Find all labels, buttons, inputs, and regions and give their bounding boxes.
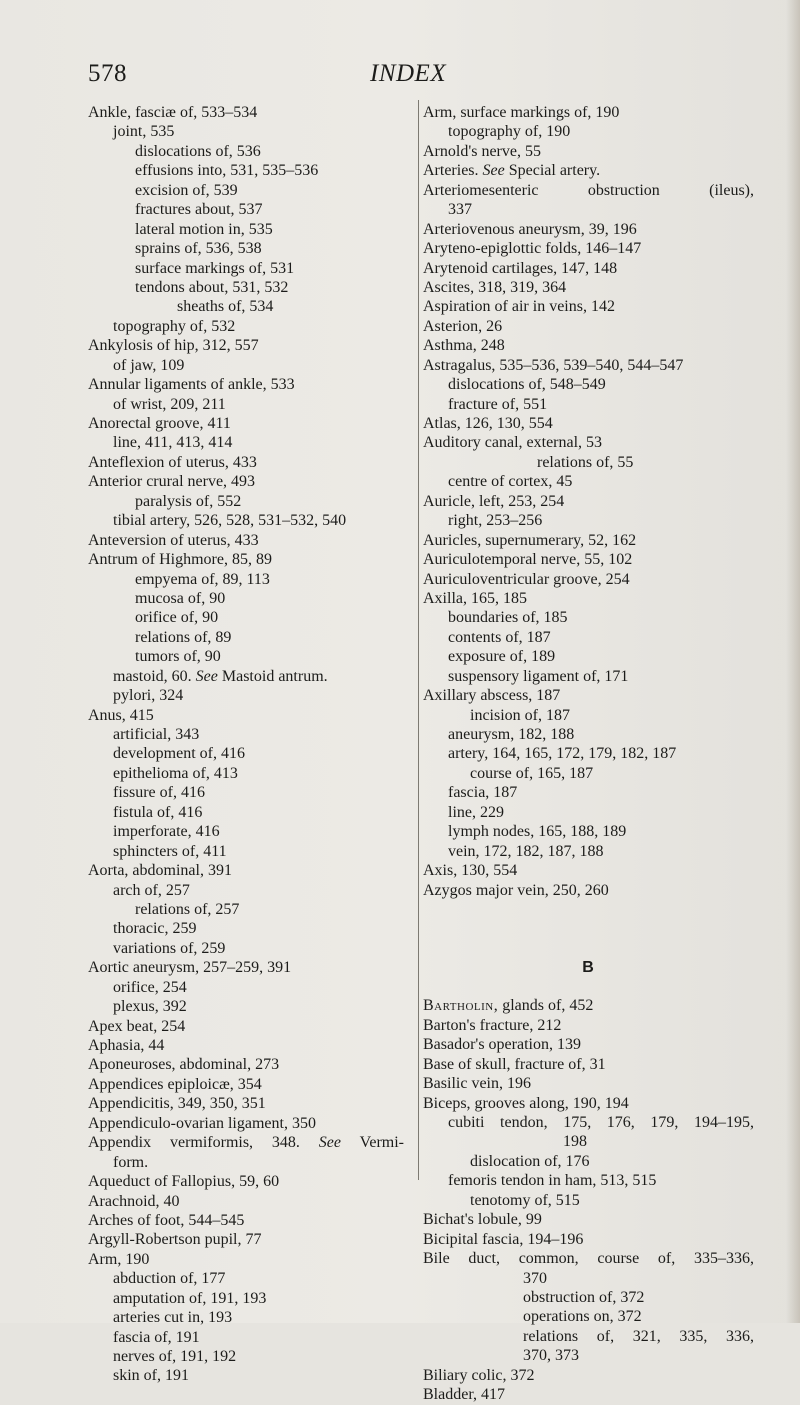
index-entry-continuation: 370 [523, 1269, 547, 1287]
index-subentry: suspensory ligament of, 171 [448, 667, 629, 685]
index-entry: Basador's operation, 139 [423, 1036, 581, 1054]
index-subentry: right, 253–256 [448, 512, 543, 530]
index-subentry: of wrist, 209, 211 [113, 395, 226, 413]
index-subentry: relations of, 89 [135, 628, 232, 646]
index-subentry: dislocation of, 176 [470, 1152, 590, 1170]
index-subentry: mastoid, 60. See Mastoid antrum. [113, 667, 328, 685]
index-subentry: arteries cut in, 193 [113, 1309, 233, 1327]
index-entry: Anorectal groove, 411 [88, 415, 231, 432]
index-subentry: empyema of, 89, 113 [135, 570, 270, 588]
index-entry: Base of skull, fracture of, 31 [423, 1055, 606, 1073]
index-subentry: arch of, 257 [113, 881, 190, 899]
index-entry: Apex beat, 254 [88, 1017, 186, 1035]
index-subentry: mucosa of, 90 [135, 589, 226, 607]
index-subentry: fissure of, 416 [113, 784, 205, 802]
index-subentry: line, 229 [448, 803, 504, 821]
index-subentry: sprains of, 536, 538 [135, 240, 262, 258]
index-entry: Arches of foot, 544–545 [88, 1211, 245, 1229]
index-subentry: sheaths of, 534 [177, 298, 274, 316]
index-entry: Barton's fracture, 212 [423, 1016, 562, 1034]
index-entry: Arteriovenous aneurysm, 39, 196 [423, 220, 637, 238]
index-entry: Asthma, 248 [423, 337, 505, 355]
index-entry: Anteflexion of uterus, 433 [88, 453, 257, 471]
index-subentry: exposure of, 189 [448, 648, 556, 666]
index-entry: Aorta, abdominal, 391 [88, 862, 232, 880]
index-subentry: obstruction of, 372 [523, 1288, 645, 1306]
index-subentry: epithelioma of, 413 [113, 764, 238, 782]
see-reference: See [482, 162, 505, 180]
section-spacer [423, 977, 768, 996]
index-subentry: fascia, 187 [448, 784, 518, 802]
index-column-left [88, 103, 418, 1386]
index-entry: Annular ligaments of ankle, 533 [88, 376, 295, 394]
index-entry: Aortic aneurysm, 257–259, 391 [88, 959, 292, 977]
index-subentry: relations of, 321, 335, 336, [523, 1327, 754, 1345]
index-entry: Auricle, left, 253, 254 [423, 492, 565, 510]
index-subentry: of jaw, 109 [113, 356, 185, 374]
index-entry: Arachnoid, 40 [88, 1192, 180, 1210]
index-subentry: fractures about, 537 [135, 201, 263, 219]
index-subentry: boundaries of, 185 [448, 609, 568, 627]
index-subentry: topography of, 190 [448, 123, 571, 141]
index-entry: Axillary abscess, 187 [423, 687, 561, 705]
index-subentry: relations of, 257 [135, 900, 240, 918]
index-subentry: vein, 172, 182, 187, 188 [448, 842, 604, 860]
index-entry: Aqueduct of Fallopius, 59, 60 [88, 1173, 280, 1191]
index-subentry: fistula of, 416 [113, 803, 203, 821]
index-entry: Atlas, 126, 130, 554 [423, 415, 553, 432]
index-entry: Ascites, 318, 319, 364 [423, 278, 567, 296]
index-entry: Ankle, fasciæ of, 533–534 [88, 104, 258, 121]
index-subentry: development of, 416 [113, 745, 245, 763]
index-entry: Auriculotemporal nerve, 55, 102 [423, 551, 633, 569]
index-subentry: lateral motion in, 535 [135, 220, 273, 238]
index-entry: Arm, surface markings of, 190 [423, 104, 620, 121]
index-subentry: skin of, 191 [113, 1367, 189, 1385]
index-entry: Axis, 130, 554 [423, 862, 518, 880]
index-entry: Auditory canal, external, 53 [423, 434, 603, 452]
section-letter: B [582, 958, 594, 976]
index-entry: Auricles, supernumerary, 52, 162 [423, 531, 637, 549]
index-entry: Arnold's nerve, 55 [423, 142, 541, 160]
index-subentry: tenotomy of, 515 [470, 1191, 580, 1209]
index-subentry: thoracic, 259 [113, 920, 197, 938]
page-edge-shadow [786, 0, 800, 1323]
index-subentry: dislocations of, 548–549 [448, 376, 606, 394]
index-subentry: sphincters of, 411 [113, 842, 227, 860]
index-entry: Ankylosis of hip, 312, 557 [88, 337, 259, 355]
index-entry: Biceps, grooves along, 190, 194 [423, 1094, 629, 1112]
index-subentry: surface markings of, 531 [135, 259, 295, 277]
index-subentry: abduction of, 177 [113, 1270, 226, 1288]
index-subentry: orifice of, 90 [135, 609, 219, 627]
index-subentry: tumors of, 90 [135, 648, 221, 666]
index-entry: Anteversion of uterus, 433 [88, 531, 259, 549]
column-divider [418, 100, 419, 1180]
index-column-right [423, 103, 768, 1405]
index-entry: Appendicitis, 349, 350, 351 [88, 1095, 266, 1113]
index-entry: Arteriomesenteric obstruction (ileus), [423, 181, 754, 199]
index-entry: Bile duct, common, course of, 335–336, [423, 1250, 754, 1268]
index-subentry: plexus, 392 [113, 998, 187, 1016]
index-entry: Arm, 190 [88, 1250, 150, 1268]
index-entry: Appendix vermiformis, 348. See Vermi- [88, 1134, 404, 1152]
index-subentry: artificial, 343 [113, 726, 200, 743]
index-entry: Axilla, 165, 185 [423, 589, 527, 607]
index-subentry: aneurysm, 182, 188 [448, 726, 575, 743]
index-entry-continuation: 370, 373 [523, 1347, 579, 1365]
index-entry: Aryteno-epiglottic folds, 146–147 [423, 240, 642, 258]
index-entry: Basilic vein, 196 [423, 1075, 531, 1093]
index-entry: Aphasia, 44 [88, 1037, 165, 1054]
index-entry: Anterior crural nerve, 493 [88, 473, 256, 491]
index-subentry: contents of, 187 [448, 628, 551, 646]
index-subentry: femoris tendon in ham, 513, 515 [448, 1172, 657, 1190]
index-subentry: nerves of, 191, 192 [113, 1348, 237, 1365]
index-entry: Appendiculo-ovarian ligament, 350 [88, 1114, 316, 1132]
index-subentry: operations on, 372 [523, 1308, 642, 1326]
index-subentry: variations of, 259 [113, 939, 226, 957]
index-entry: Bartholin, glands of, 452 [423, 997, 594, 1015]
index-subentry: paralysis of, 552 [135, 492, 242, 510]
index-subentry: orifice, 254 [113, 978, 187, 996]
see-reference: See [318, 1134, 341, 1152]
section-spacer [423, 900, 768, 958]
index-entry: Bladder, 417 [423, 1386, 506, 1404]
index-subentry: tibial artery, 526, 528, 531–532, 540 [113, 512, 347, 530]
index-entry-continuation: 337 [448, 201, 472, 219]
see-reference: See [195, 667, 218, 685]
index-subentry: cubiti tendon, 175, 176, 179, 194–195, [448, 1114, 754, 1131]
index-entry: Asterion, 26 [423, 317, 503, 335]
index-entry: Anus, 415 [88, 706, 154, 724]
index-subentry: lymph nodes, 165, 188, 189 [448, 823, 627, 841]
page-number: 578 [88, 60, 127, 87]
index-entry: Arteries. See Special artery. [423, 162, 601, 180]
index-entry: Antrum of Highmore, 85, 89 [88, 551, 272, 569]
index-entry: Aspiration of air in veins, 142 [423, 298, 615, 316]
index-subentry: fascia of, 191 [113, 1328, 200, 1346]
index-subentry: joint, 535 [113, 123, 175, 141]
index-subentry: amputation of, 191, 193 [113, 1289, 267, 1307]
index-entry-continuation: form. [113, 1153, 149, 1171]
index-subentry: incision of, 187 [470, 706, 570, 724]
index-entry: Arytenoid cartilages, 147, 148 [423, 259, 618, 277]
index-entry: Argyll-Robertson pupil, 77 [88, 1231, 262, 1249]
index-subentry: effusions into, 531, 535–536 [135, 162, 319, 180]
index-entry: Bicipital fascia, 194–196 [423, 1230, 584, 1248]
index-entry: Biliary colic, 372 [423, 1366, 535, 1384]
index-entry-continuation: 198 [563, 1133, 587, 1151]
index-subentry: centre of cortex, 45 [448, 473, 573, 491]
index-subentry: topography of, 532 [113, 317, 236, 335]
index-entry: Auriculoventricular groove, 254 [423, 570, 630, 588]
index-subentry: dislocations of, 536 [135, 142, 261, 160]
index-subentry: tendons about, 531, 532 [135, 278, 289, 296]
index-entry: Aponeuroses, abdominal, 273 [88, 1056, 280, 1074]
index-entry: Azygos major vein, 250, 260 [423, 881, 609, 899]
running-title: INDEX [370, 60, 447, 87]
index-subentry: line, 411, 413, 414 [113, 434, 233, 452]
index-subentry: fracture of, 551 [448, 395, 548, 413]
index-entry: Astragalus, 535–536, 539–540, 544–547 [423, 356, 684, 374]
index-subentry: excision of, 539 [135, 181, 238, 199]
index-subentry: artery, 164, 165, 172, 179, 182, 187 [448, 745, 677, 763]
index-entry: Bichat's lobule, 99 [423, 1211, 542, 1229]
index-subentry: pylori, 324 [113, 687, 184, 705]
index-subentry: relations of, 55 [537, 453, 634, 471]
index-subentry: course of, 165, 187 [470, 764, 594, 782]
index-subentry: imperforate, 416 [113, 823, 220, 841]
index-entry: Appendices epiploicæ, 354 [88, 1075, 262, 1093]
